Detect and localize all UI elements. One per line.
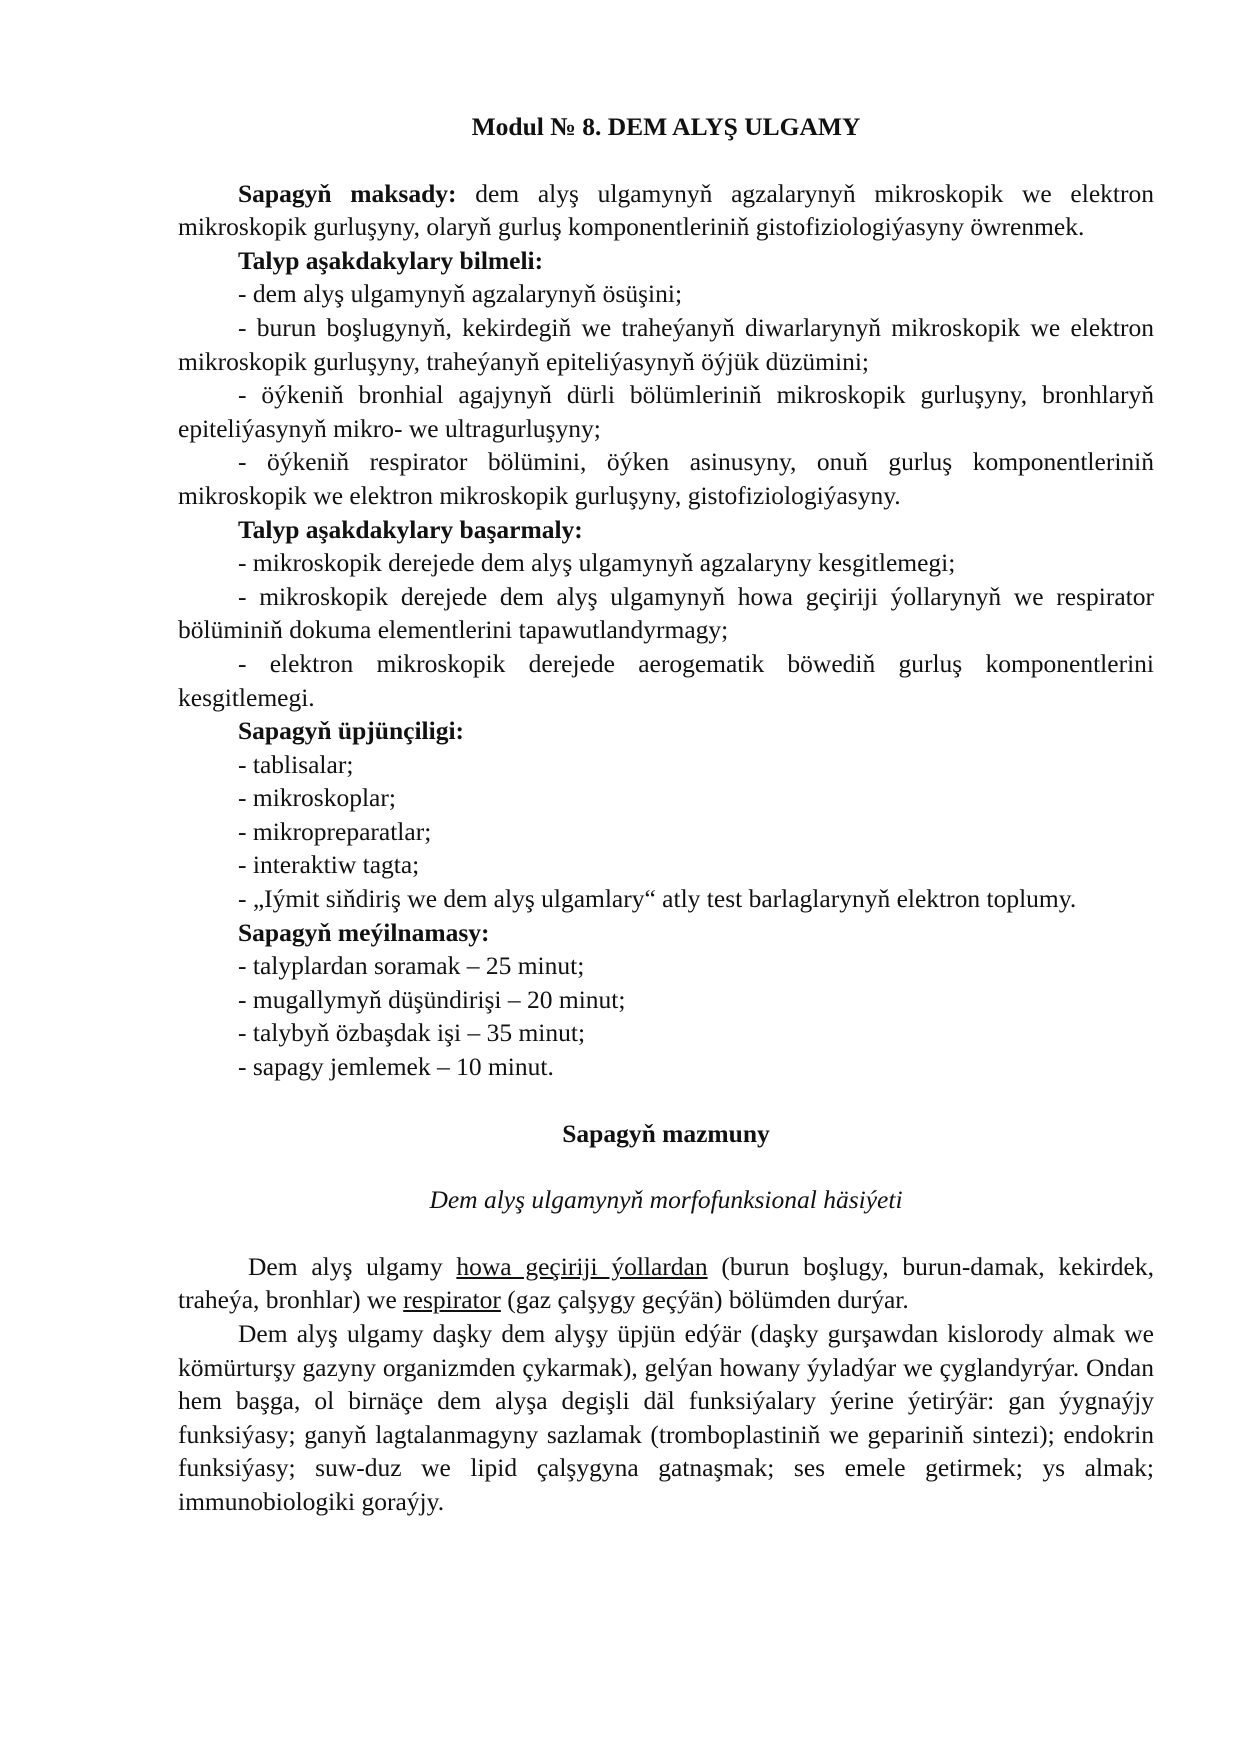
list-item: - talybyň özbaşdak işi – 35 minut; <box>238 1018 586 1048</box>
goal-paragraph <box>178 177 1154 244</box>
list-item: - „Iýmit siňdiriş we dem alyş ulgamlary“ atly test barlaglarynyň elektron toplumy. <box>238 884 1077 914</box>
list-item: - mikroskoplar; <box>238 783 396 813</box>
list-item: - talyplardan soramak – 25 minut; <box>238 951 585 981</box>
goal-text: dem alyş ulgamynyň agzalarynyň mikroskopik we elektron mikroskopik gurluşyny, olaryň gurluş komponentleriniň gistofiziologiýasyny öwrenmek. <box>178 178 1154 242</box>
list-item: - elektron mikroskopik derejede aerogematik böwediň gurluş komponentlerini kesgitlemegi. <box>178 648 1154 712</box>
list-item: - dem alyş ulgamynyň agzalarynyň ösüşini; <box>238 279 683 309</box>
page-title: Modul № 8. DEM ALYŞ ULGAMY <box>471 112 861 141</box>
know-heading: Talyp aşakdakylary bilmeli: <box>238 245 544 275</box>
content-paragraph-1 <box>178 1250 1154 1317</box>
do-list <box>178 546 1154 714</box>
know-list <box>178 277 1154 512</box>
list-item: - interaktiw tagta; <box>238 850 420 880</box>
equipment-heading: Sapagyň üpjünçiligi: <box>238 716 465 746</box>
content-heading: Sapagyň mazmuny <box>562 1118 770 1148</box>
para1-text-2: (burun boşlugy, burun-damak, kekirdek, traheýa, bronhlar) we <box>178 1251 1154 1315</box>
para1-text-1: Dem alyş ulgamy <box>248 1251 457 1281</box>
list-item: - sapagy jemlemek – 10 minut. <box>238 1052 554 1082</box>
list-item: - mikropreparatlar; <box>238 816 432 846</box>
list-item: - mikroskopik derejede dem alyş ulgamynyň howa geçiriji ýollarynyň we respirator bölüminiň dokuma elementlerini tapawutlandyrmagy; <box>178 581 1154 645</box>
list-item: - mikroskopik derejede dem alyş ulgamynyň agzalaryny kesgitlemegi; <box>238 548 956 578</box>
content-body <box>178 1250 1154 1519</box>
list-item: - tablisalar; <box>238 749 354 779</box>
para1-underlined-1: howa geçiriji ýollardan <box>456 1251 708 1281</box>
plan-heading: Sapagyň meýilnamasy: <box>238 917 490 947</box>
content-paragraph-2: Dem alyş ulgamy daşky dem alyşy üpjün edýär (daşky gurşawdan kislorody almak we kömürturşy gazyny organizmden çykarmak), gelýan howany ýyladýar we çyglandyrýar. Ondan hem başga, ol birnäçe dem alyşa degişli däl funksiýalary ýerine ýetirýär: gan ýygnaýjy funksiýasy; ganyň lagtalanmagyny sazlamak (tromboplastiniň we gepariniň sintezi); endokrin funksiýasy; suw-duz we lipid çalşygyna gatnaşmak; ses emele getirmek; ys almak; immunobiologiki goraýjy. <box>178 1319 1154 1516</box>
goal-label: Sapagyň maksady: <box>238 178 457 208</box>
list-item: - öýkeniň respirator bölümini, öýken asinusyny, onuň gurluş komponentleriniň mikroskopik we elektron mikroskopik gurluşyny, gistofiziologiýasyny. <box>178 447 1154 510</box>
document-page <box>178 110 1154 1519</box>
section-title: Dem alyş ulgamynyň morfofunksional häsiýeti <box>429 1185 903 1215</box>
list-item: - mugallymyň düşündirişi – 20 minut; <box>238 984 626 1014</box>
list-item: - öýkeniň bronhial agajynyň dürli bölümleriniň mikroskopik gurluşyny, bronhlaryň epiteliýasynyň mikro- we ultragurluşyny; <box>178 380 1154 443</box>
para1-underlined-2: respirator <box>403 1285 501 1315</box>
list-item: - burun boşlugynyň, kekirdegiň we traheýanyň diwarlarynyň mikroskopik we elektron mikroskopik gurluşyny, traheýanyň epiteliýasynyň öýjük düzümini; <box>178 312 1154 376</box>
do-heading: Talyp aşakdakylary başarmaly: <box>238 514 583 544</box>
plan-list <box>178 949 1154 1083</box>
para1-text-3: (gaz çalşygy geçýän) bölümden durýar. <box>500 1285 909 1315</box>
equipment-list <box>178 748 1154 916</box>
